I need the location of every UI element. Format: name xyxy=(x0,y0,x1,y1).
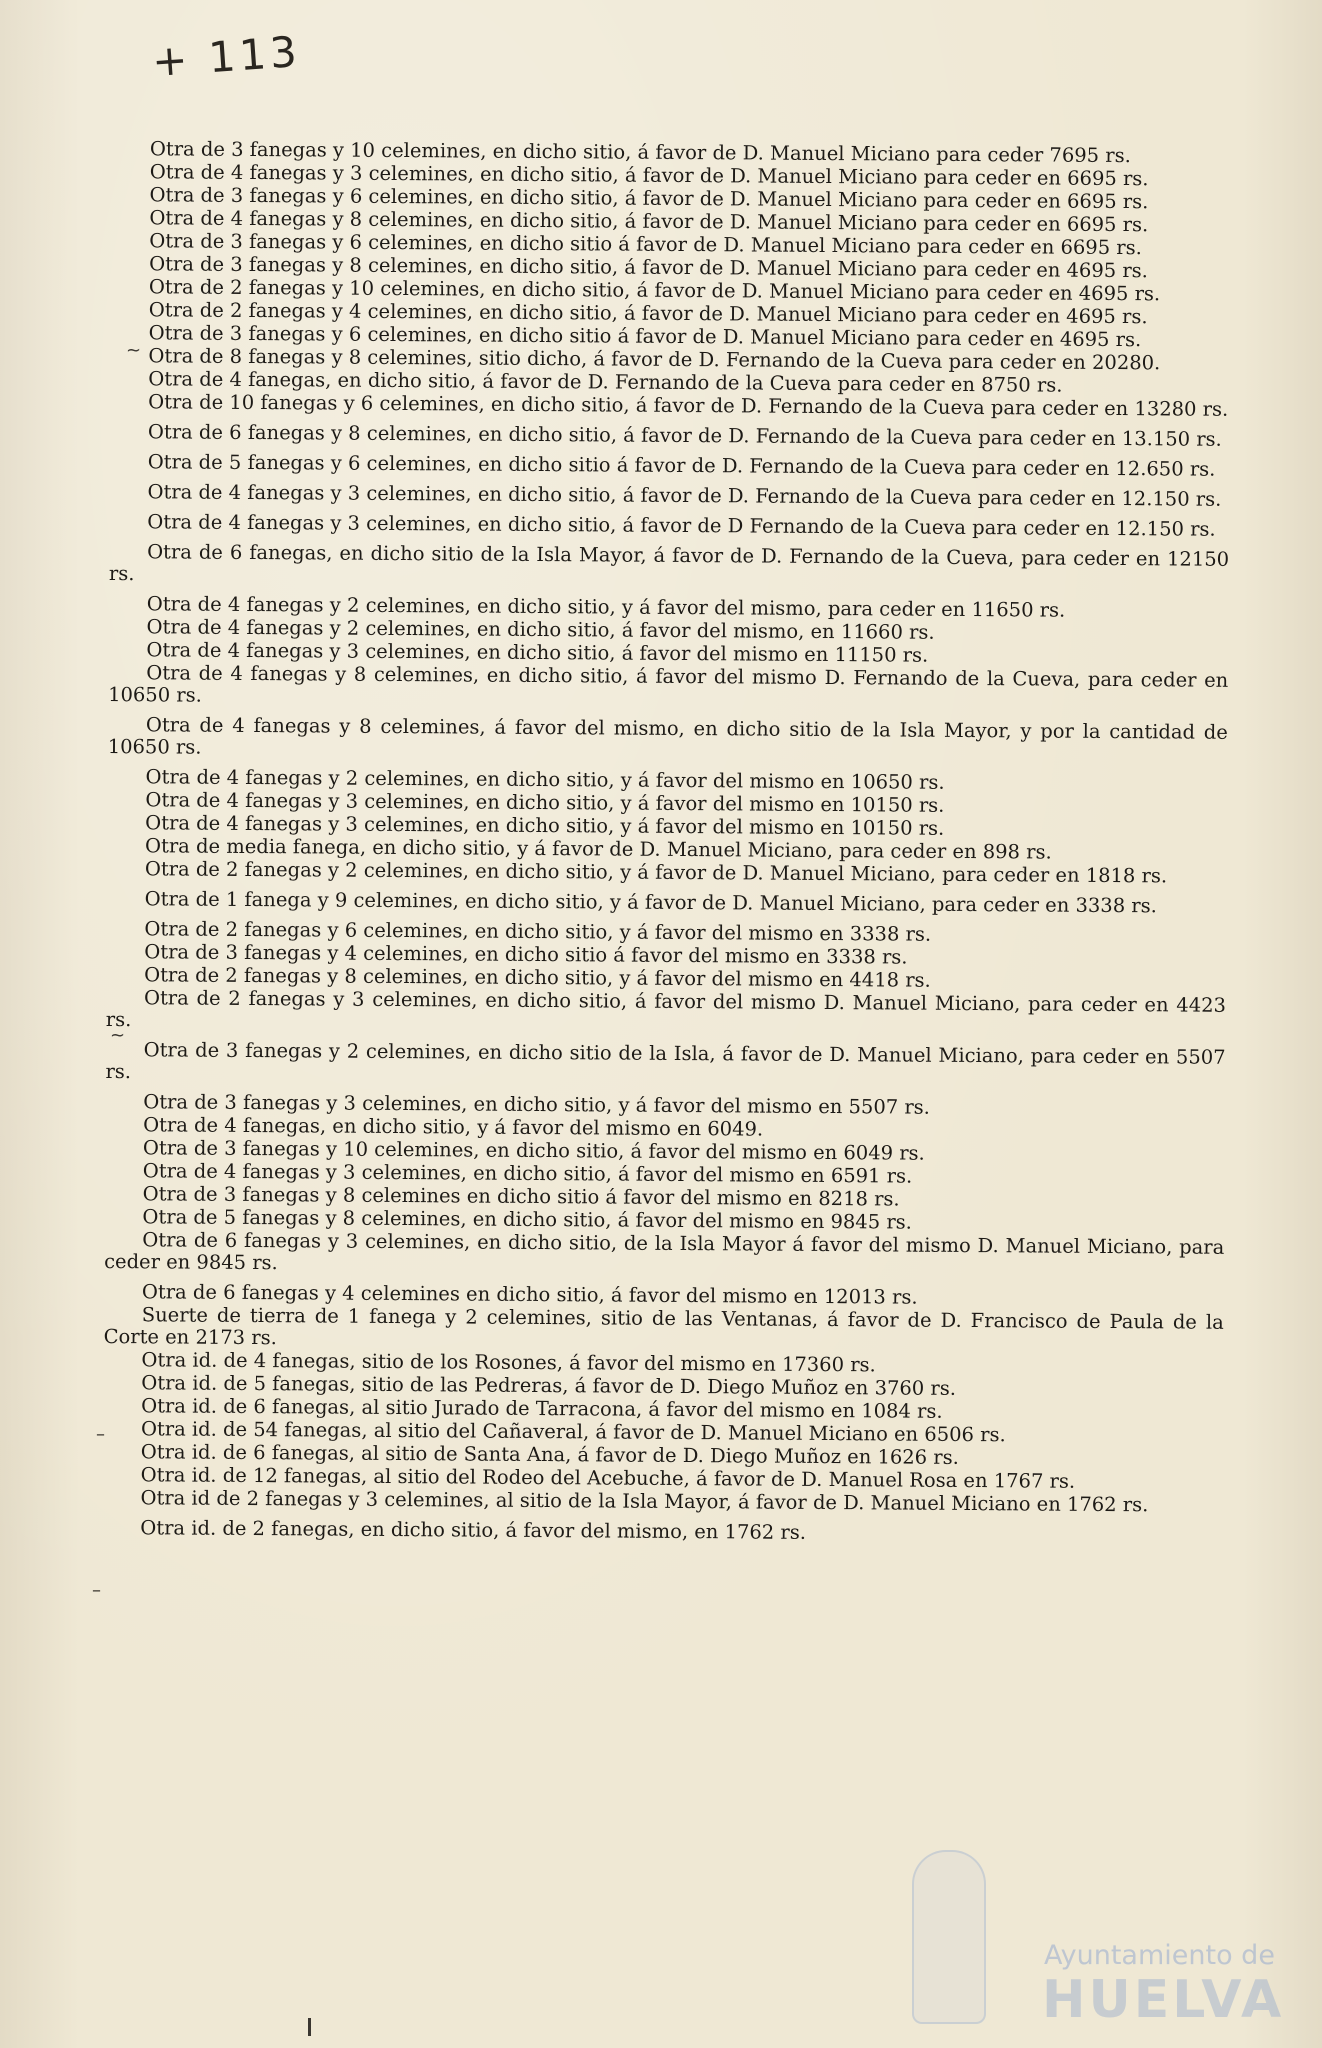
entry: Otra de 3 fanegas y 3 celemines, en dicho sitio, y á favor del mismo en 5507 rs. xyxy=(143,1090,930,1119)
entry: Otra de 4 fanegas y 3 celemines, en dicho sitio, y á favor del mismo en 10150 rs. xyxy=(145,811,945,840)
entry: Otra de 4 fanegas y 2 celemines, en dicho sitio, y á favor del mismo en 10650 rs. xyxy=(145,765,945,794)
entry: Otra de 6 fanegas y 8 celemines, en dicho sitio, á favor de D. Fernando de la Cueva para ceder en 13.150 rs. xyxy=(147,420,1222,451)
folio-number: + 113 xyxy=(150,26,303,87)
entry: Otra de 3 fanegas y 4 celemines, en dicho sitio á favor del mismo en 3338 rs. xyxy=(144,940,908,969)
entry: Otra de 4 fanegas y 3 celemines, en dicho sitio, y á favor del mismo en 10150 rs. xyxy=(145,788,945,817)
entry: Otra de 3 fanegas y 10 celemines, en dicho sitio, á favor del mismo en 6049 rs. xyxy=(142,1136,925,1165)
margin-mark: – xyxy=(92,1580,101,1601)
entry: Otra de 1 fanega y 9 celemines, en dicho sitio, y á favor de D. Manuel Miciano, para ceder en 3338 rs. xyxy=(144,887,1157,918)
entry: Otra id. de 54 fanegas, al sitio del Cañaveral, á favor de D. Manuel Miciano en 6506 rs. xyxy=(140,1417,1006,1447)
entry: Otra de 4 fanegas y 3 celemines, en dicho sitio, á favor de D Fernando de la Cueva para ceder en 12.150 rs. xyxy=(147,510,1216,541)
entry: Otra de 4 fanegas, en dicho sitio, y á favor del mismo en 6049. xyxy=(143,1113,764,1141)
entry: Otra de 2 fanegas y 10 celemines, en dicho sitio, á favor de D. Manuel Miciano para ceder en 4695 rs. xyxy=(148,275,1161,306)
entry: Otra de 10 fanegas y 6 celemines, en dicho sitio, á favor de D. Fernando de la Cueva para ceder en 13280 rs. xyxy=(148,390,1229,421)
entry: Otra de 2 fanegas y 3 celemines, en dicho sitio, á favor del mismo D. Manuel Miciano, para ceder en 4423 rs. xyxy=(105,986,1227,1032)
entry: Otra de 3 fanegas y 8 celemines, en dicho sitio, á favor de D. Manuel Miciano para ceder en 4695 rs. xyxy=(149,252,1148,283)
margin-mark: ~ xyxy=(110,1025,126,1046)
entry: Otra de 2 fanegas y 4 celemines, en dicho sitio, á favor de D. Manuel Miciano para ceder en 4695 rs. xyxy=(148,298,1148,329)
margin-mark: ~ xyxy=(126,340,142,361)
entry: Otra id. de 12 fanegas, al sitio del Rodeo del Acebuche, á favor de D. Manuel Rosa en 1767 rs. xyxy=(140,1463,1076,1493)
watermark-line-2: HUELVA xyxy=(1042,1970,1285,2030)
entry: Otra de 4 fanegas y 8 celemines, en dicho sitio, á favor de D. Manuel Miciano para ceder en 6695 rs. xyxy=(149,206,1149,237)
entry: Otra de 6 fanegas y 4 celemines en dicho sitio, á favor del mismo en 12013 rs. xyxy=(141,1280,918,1309)
entry: Otra de 4 fanegas y 3 celemines, en dicho sitio, á favor del mismo en 11150 rs. xyxy=(146,638,929,667)
entry: Otra de 3 fanegas y 2 celemines, en dicho sitio de la Isla, á favor de D. Manuel Miciano, para ceder en 5507 rs. xyxy=(105,1038,1226,1084)
entry: Otra id. de 6 fanegas, al sitio de Santa Ana, á favor de D. Diego Muñoz en 1626 rs. xyxy=(140,1440,959,1469)
entry: Otra de 3 fanegas y 10 celemines, en dicho sitio, á favor de D. Manuel Miciano para ceder 7695 rs. xyxy=(149,137,1131,168)
entry: Otra de 5 fanegas y 8 celemines, en dicho sitio, á favor del mismo en 9845 rs. xyxy=(142,1205,912,1234)
entry: Suerte de tierra de 1 fanega y 2 celemines, sitio de las Ventanas, á favor de D. Francisco de Paula de la Corte en 2173 rs. xyxy=(103,1303,1224,1350)
entry: Otra de 5 fanegas y 6 celemines, en dicho sitio á favor de D. Fernando de la Cueva para ceder en 12.650 rs. xyxy=(147,450,1216,481)
entry: Otra de 3 fanegas y 8 celemines en dicho sitio á favor del mismo en 8218 rs. xyxy=(142,1182,900,1211)
entry: Otra de 2 fanegas y 6 celemines, en dicho sitio, y á favor del mismo en 3338 rs. xyxy=(144,917,932,946)
entry: Otra de 4 fanegas y 8 celemines, en dicho sitio, á favor del mismo D. Fernando de la Cueva, para ceder en 10650 rs. xyxy=(108,661,1229,707)
entry: Otra id. de 5 fanegas, sitio de las Pedreras, á favor de D. Diego Muñoz en 3760 rs. xyxy=(141,1371,957,1400)
entry: Otra de 4 fanegas, en dicho sitio, á favor de D. Fernando de la Cueva para ceder en 8750 rs. xyxy=(148,367,1063,397)
entry: Otra id. de 4 fanegas, sitio de los Rosones, á favor del mismo en 17360 rs. xyxy=(141,1348,876,1377)
coat-of-arms-watermark xyxy=(912,1850,986,2024)
entry: Otra de 3 fanegas y 6 celemines, en dicho sitio, á favor de D. Manuel Miciano para ceder en 6695 rs. xyxy=(149,183,1149,214)
entry: Otra de 2 fanegas y 8 celemines, en dicho sitio, y á favor del mismo en 4418 rs. xyxy=(144,963,931,992)
entry: Otra de 3 fanegas y 6 celemines, en dicho sitio á favor de D. Manuel Miciano para ceder en 4695 rs. xyxy=(148,321,1142,352)
entry: Otra id. de 6 fanegas, al sitio Jurado de Tarracona, á favor del mismo en 1084 rs. xyxy=(141,1394,943,1423)
entry: Otra de 3 fanegas y 6 celemines, en dicho sitio á favor de D. Manuel Miciano para ceder en 6695 rs. xyxy=(149,229,1142,260)
entry: Otra de 4 fanegas y 3 celemines, en dicho sitio, á favor de D. Fernando de la Cueva para ceder en 12.150 rs. xyxy=(147,480,1222,511)
entry: Otra de 6 fanegas, en dicho sitio de la Isla Mayor, á favor de D. Fernando de la Cueva, para ceder en 12150 rs. xyxy=(108,540,1230,586)
entry: Otra de 8 fanegas y 8 celemines, sitio dicho, á favor de D. Fernando de la Cueva para ceder en 20280. xyxy=(148,344,1161,375)
entry: Otra id. de 2 fanegas, en dicho sitio, á favor del mismo, en 1762 rs. xyxy=(140,1516,807,1544)
entry: Otra de 6 fanegas y 3 celemines, en dicho sitio, de la Isla Mayor á favor del mismo D. Manuel Miciano, para ceder en 9845 rs. xyxy=(104,1228,1225,1275)
entry: Otra de media fanega, en dicho sitio, y á favor de D. Manuel Miciano, para ceder en 898 rs. xyxy=(144,834,1052,864)
entry: Otra id de 2 fanegas y 3 celemines, al sitio de la Isla Mayor, á favor de D. Manuel Miciano en 1762 rs. xyxy=(140,1486,1149,1517)
margin-mark: – xyxy=(96,1424,105,1445)
watermark-line-1: Ayuntamiento de xyxy=(1044,1940,1275,1971)
entry: Otra de 2 fanegas y 2 celemines, en dicho sitio, y á favor de D. Manuel Miciano, para ceder en 1818 rs. xyxy=(144,857,1168,888)
margin-mark xyxy=(308,2018,311,2036)
entry: Otra de 4 fanegas y 8 celemines, á favor del mismo, en dicho sitio de la Isla Mayor, y por la cantidad de 10650 rs. xyxy=(107,713,1228,759)
entry: Otra de 4 fanegas y 3 celemines, en dicho sitio, á favor de D. Manuel Miciano para ceder en 6695 rs. xyxy=(149,160,1149,191)
entry: Otra de 4 fanegas y 2 celemines, en dicho sitio, á favor del mismo, en 11660 rs. xyxy=(146,615,935,644)
entry: Otra de 4 fanegas y 2 celemines, en dicho sitio, y á favor del mismo, para ceder en 11650 rs. xyxy=(146,592,1066,622)
entries-list xyxy=(102,138,1232,1548)
entry: Otra de 4 fanegas y 3 celemines, en dicho sitio, á favor del mismo en 6591 rs. xyxy=(142,1159,913,1188)
